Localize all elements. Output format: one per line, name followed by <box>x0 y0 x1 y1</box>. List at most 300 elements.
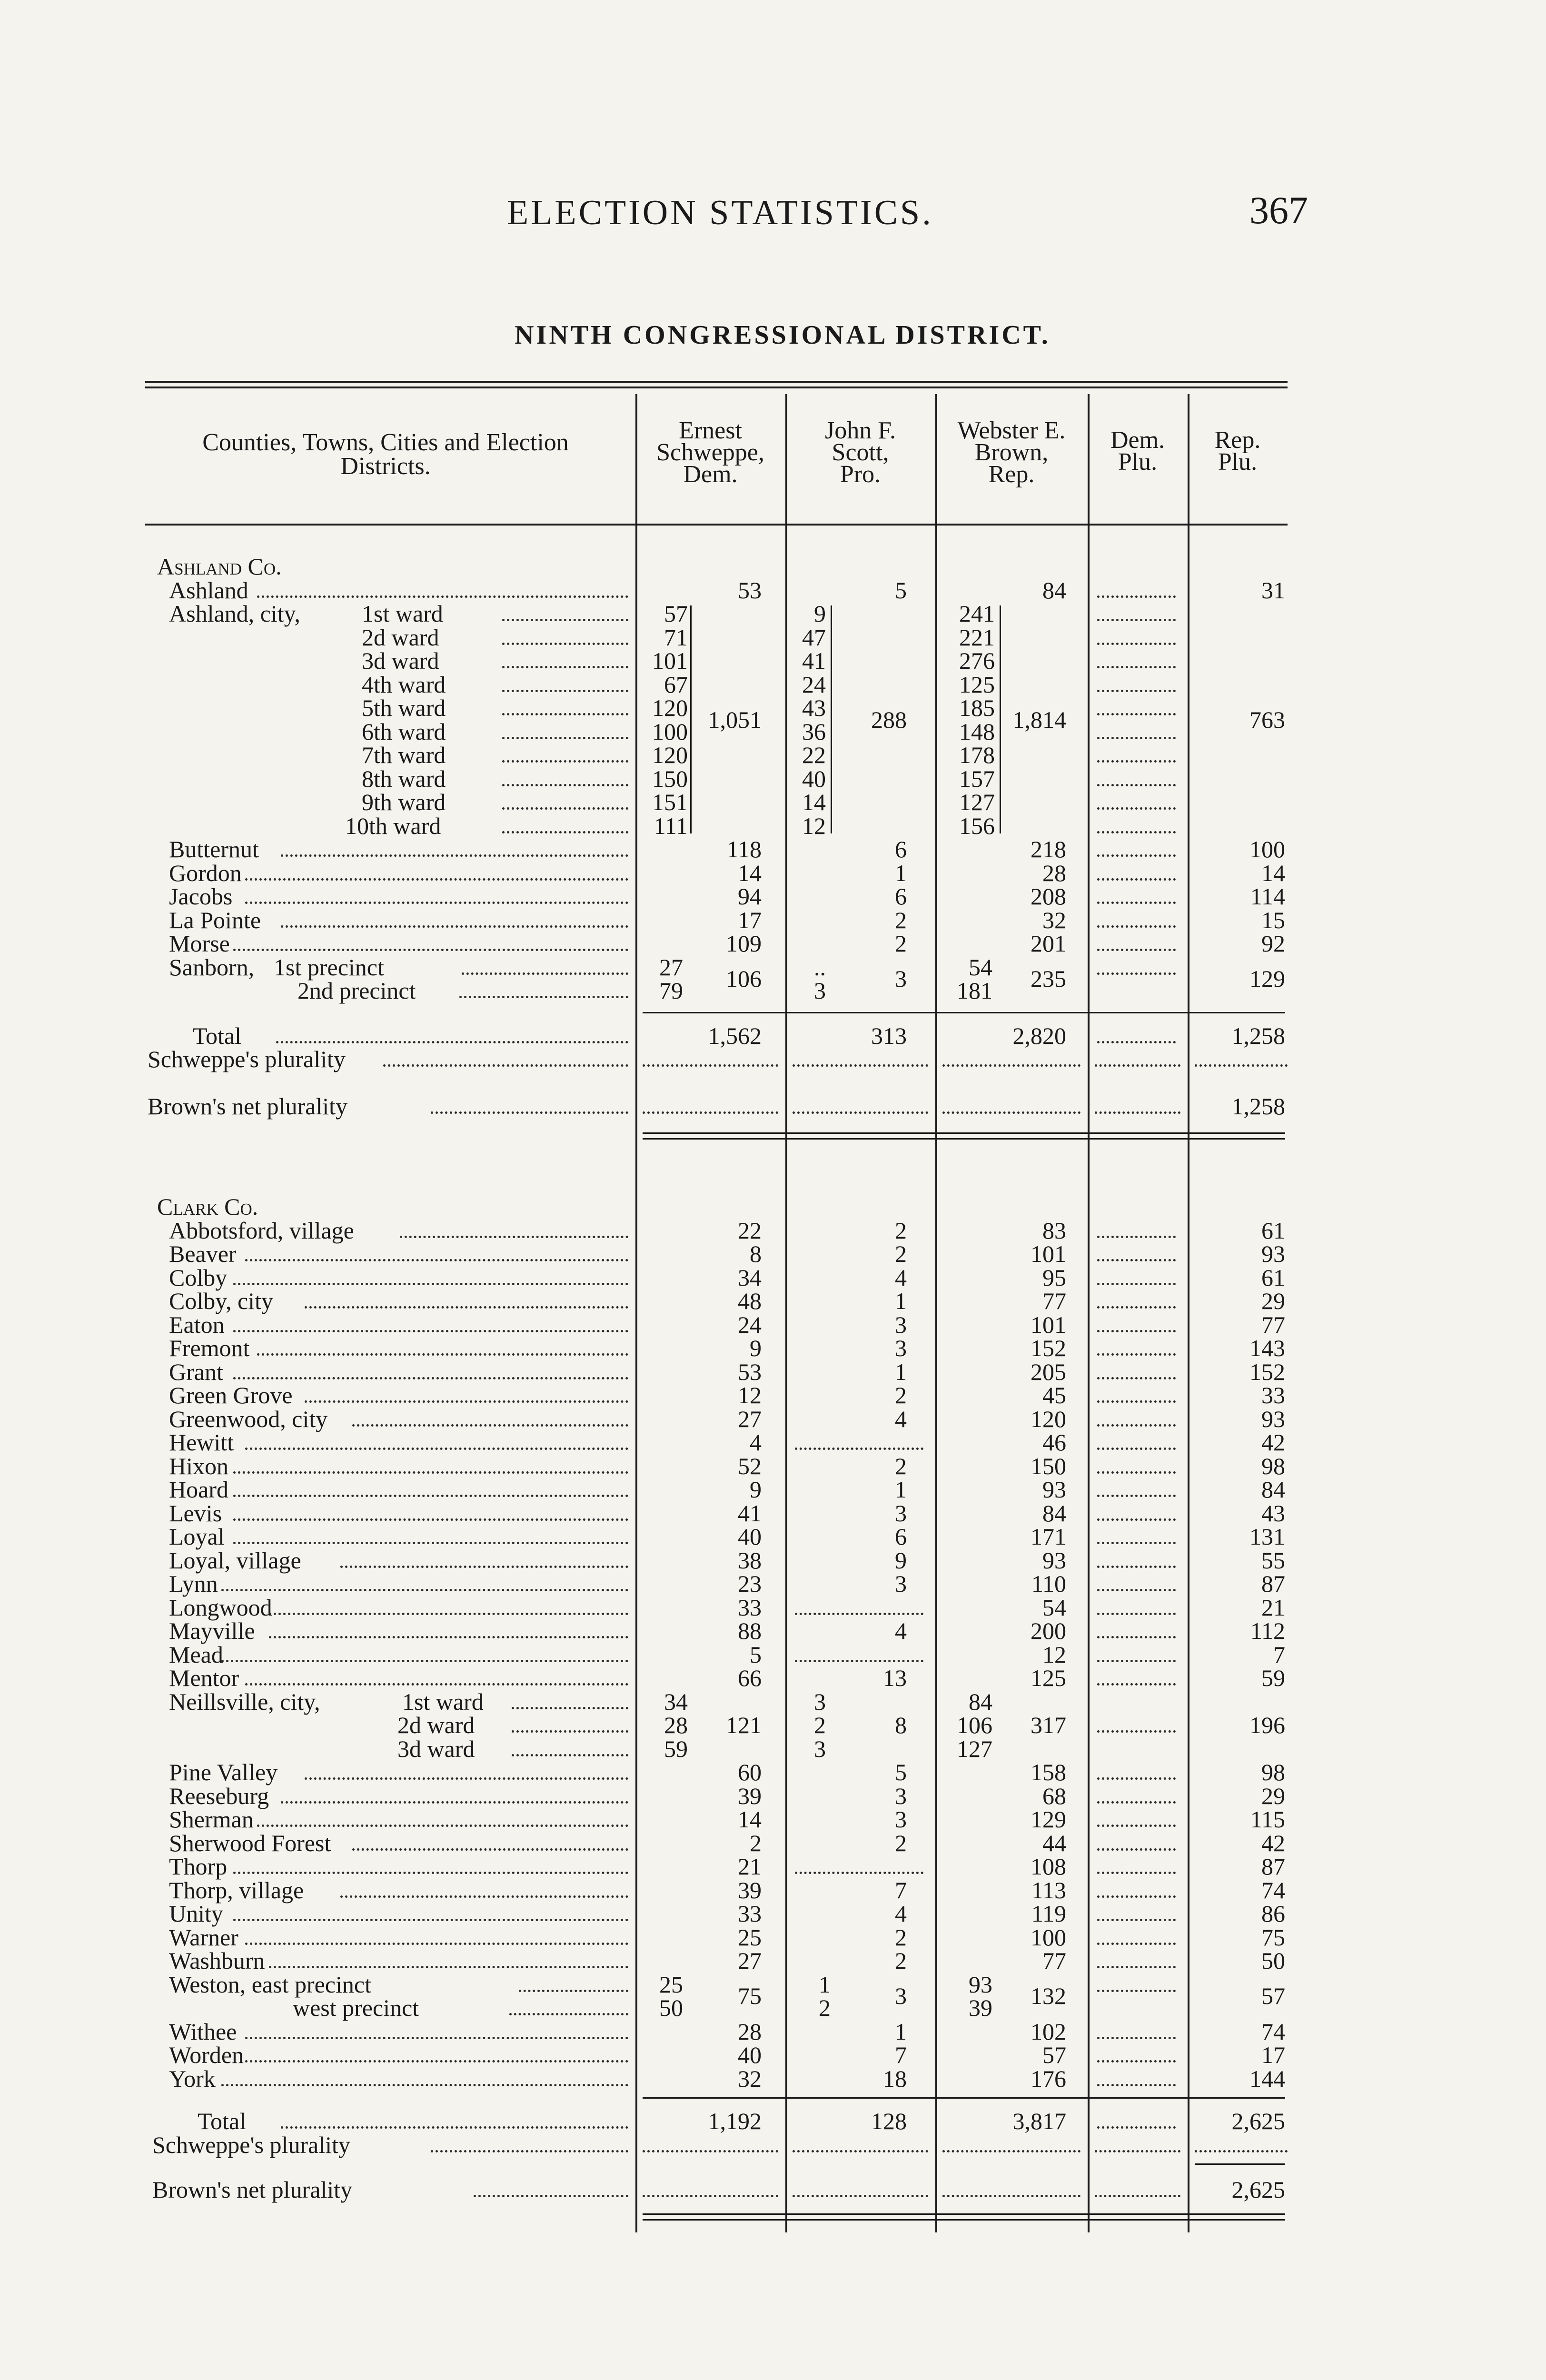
leader-dots <box>643 1064 778 1067</box>
sanborn-schweppe-2: 79 <box>659 977 683 1004</box>
dem-plu-column-header-line: Plu. <box>1118 448 1158 476</box>
clark-town-label: York <box>169 2065 216 2092</box>
leader-dots <box>221 1589 628 1591</box>
sanborn-scott-2: 3 <box>814 977 826 1004</box>
neillsville-ward-schweppe: 59 <box>664 1735 688 1762</box>
ward-schweppe: 120 <box>652 742 688 768</box>
ashland-town-scott: 5 <box>895 576 907 604</box>
sanborn-schweppe-1: 27 <box>659 953 683 981</box>
leader-dots <box>245 2060 628 2063</box>
neillsville-ward-scott: 2 <box>814 1712 826 1738</box>
ashland-town-rep-plu: 100 <box>1249 836 1285 863</box>
clark-town-rep-plu: 87 <box>1261 1570 1285 1597</box>
district-column-header: Counties, Towns, Cities and Election Districts. <box>202 429 569 480</box>
ward-schweppe: 71 <box>664 624 688 651</box>
ward-label: 5th ward <box>362 694 446 721</box>
leader-dots <box>1095 1064 1180 1067</box>
ward-label: 9th ward <box>362 789 446 815</box>
clark-town-brown: 93 <box>1042 1547 1066 1574</box>
dem-plu-dots <box>1097 619 1176 621</box>
ward-label: 8th ward <box>362 765 446 792</box>
leader-dots <box>305 1306 628 1309</box>
clark-town-schweppe: 48 <box>738 1288 762 1314</box>
clark-town-scott: 3 <box>895 1782 907 1809</box>
clark-town-scott: 4 <box>895 1405 907 1432</box>
ashland-town-scott: 6 <box>895 836 907 863</box>
scott-dots <box>795 1660 923 1662</box>
clark-town-schweppe: 25 <box>738 1924 762 1951</box>
clark-town-label: Mayville <box>169 1617 255 1644</box>
clark-town-brown: 176 <box>1031 2065 1066 2092</box>
clark-town-label: Loyal, village <box>169 1547 301 1574</box>
neillsville-ward-schweppe: 34 <box>664 1688 688 1715</box>
leader-dots <box>233 949 628 951</box>
weston-rep-plu: 57 <box>1261 1983 1285 2010</box>
clark-town-rep-plu: 86 <box>1261 1900 1285 1927</box>
neillsville-ward-brown: 84 <box>969 1688 992 1715</box>
weston-scott-1: 1 <box>819 1971 831 1998</box>
ashland-city-brown-total: 1,814 <box>1012 706 1066 733</box>
weston-brown-1: 93 <box>969 1971 992 1998</box>
clark-town-brown: 101 <box>1031 1311 1066 1338</box>
clark-town-rep-plu: 33 <box>1261 1382 1285 1408</box>
ward-brown: 241 <box>959 600 995 627</box>
leader-dots <box>245 902 628 904</box>
ashland-city-scott-total: 288 <box>871 706 907 733</box>
sanborn-scott: 3 <box>895 965 907 992</box>
clark-town-schweppe: 4 <box>750 1429 762 1456</box>
leader-dots <box>233 1377 628 1379</box>
scott-column-header-line: John F. <box>825 417 896 444</box>
clark-town-brown: 125 <box>1031 1665 1066 1691</box>
weston-schweppe: 75 <box>738 1983 762 2010</box>
clark-town-schweppe: 5 <box>750 1641 762 1668</box>
brown-column-header-line: Rep. <box>988 461 1035 488</box>
ward-schweppe: 100 <box>652 718 688 745</box>
leader-dots <box>245 2037 628 2039</box>
clark-town-brown: 119 <box>1031 1900 1066 1927</box>
clark-town-schweppe: 14 <box>738 1806 762 1833</box>
scott-column-header-line: Pro. <box>840 461 881 488</box>
clark-town-schweppe: 23 <box>738 1570 762 1597</box>
clark-town-schweppe: 2 <box>750 1829 762 1856</box>
neillsville-ward-brown: 106 <box>957 1712 992 1738</box>
total-rule <box>643 2097 1285 2099</box>
clark-brown-net-value: 2,625 <box>1231 2176 1285 2203</box>
scott-dots <box>795 1613 923 1615</box>
ward-schweppe: 101 <box>652 647 688 674</box>
ward-label: 1st ward <box>402 1688 484 1715</box>
page-number: 367 <box>1249 188 1308 232</box>
clark-town-schweppe: 21 <box>738 1853 762 1880</box>
ashland-town-label: La Pointe <box>169 906 261 933</box>
clark-town-schweppe: 22 <box>738 1217 762 1244</box>
clark-town-schweppe: 8 <box>750 1240 762 1267</box>
scott-column-header-line: Scott, <box>832 439 889 466</box>
ward-brown: 221 <box>959 624 995 651</box>
sanborn-brown-1: 54 <box>969 953 992 981</box>
leader-dots <box>793 2195 928 2197</box>
clark-town-schweppe: 9 <box>750 1335 762 1361</box>
clark-town-label: Unity <box>169 1900 223 1927</box>
leader-dots <box>233 1919 628 1921</box>
dem-plu-dots <box>1097 784 1176 786</box>
leader-dots <box>352 1424 628 1427</box>
clark-town-brown: 57 <box>1042 2042 1066 2068</box>
leader-dots <box>942 2150 1080 2152</box>
ward-brown: 148 <box>959 718 995 745</box>
clark-town-rep-plu: 84 <box>1261 1476 1285 1503</box>
clark-town-rep-plu: 131 <box>1249 1523 1285 1550</box>
ward-label: 2d ward <box>397 1712 475 1738</box>
leader-dots <box>643 2150 778 2152</box>
clark-town-rep-plu: 152 <box>1249 1358 1285 1385</box>
neillsville-ward-schweppe: 28 <box>664 1712 688 1738</box>
ward-schweppe: 111 <box>654 812 688 839</box>
ward-brown: 125 <box>959 671 995 698</box>
clark-town-brown: 84 <box>1042 1499 1066 1527</box>
clark-town-rep-plu: 77 <box>1261 1311 1285 1338</box>
leader-dots <box>245 1943 628 1945</box>
leader-dots <box>257 595 628 598</box>
ashland-town-schweppe: 14 <box>738 859 762 886</box>
clark-town-brown: 100 <box>1031 1924 1066 1951</box>
dem-plu-dots <box>1097 690 1176 692</box>
clark-town-brown: 158 <box>1031 1759 1066 1785</box>
clark-town-brown: 77 <box>1042 1288 1066 1314</box>
clark-town-label: Green Grove <box>169 1382 293 1408</box>
ashland-town-schweppe: 17 <box>738 906 762 933</box>
clark-county-name: Clark Co. <box>157 1193 258 1220</box>
ashland-total-brown: 2,820 <box>1012 1022 1066 1049</box>
ward-scott: 36 <box>802 718 826 745</box>
clark-town-rep-plu: 21 <box>1261 1594 1285 1621</box>
total-rule <box>643 1012 1285 1013</box>
clark-total-label: Total <box>198 2108 247 2134</box>
leader-dots <box>233 1872 628 1874</box>
clark-town-label: Mead <box>169 1641 223 1668</box>
sanborn-rep-plu: 129 <box>1249 965 1285 992</box>
sanborn-brown-2: 181 <box>957 977 992 1004</box>
clark-total-brown: 3,817 <box>1012 2108 1066 2134</box>
clark-town-scott: 2 <box>895 1452 907 1479</box>
ashland-total-schweppe: 1,562 <box>708 1022 762 1049</box>
ward-schweppe: 120 <box>652 694 688 721</box>
weston-schweppe-1: 25 <box>659 1971 683 1998</box>
ward-brown: 276 <box>959 647 995 674</box>
clark-town-scott: 6 <box>895 1523 907 1550</box>
rep-plu-column-header-line: Plu. <box>1218 448 1258 476</box>
clark-town-schweppe: 24 <box>738 1311 762 1338</box>
clark-town-rep-plu: 42 <box>1261 1429 1285 1456</box>
dem-plu-dots <box>1097 831 1176 833</box>
leader-dots <box>643 2195 778 2197</box>
leader-dots <box>281 854 628 857</box>
ward-label: 10th ward <box>345 812 441 839</box>
leader-dots <box>281 925 628 928</box>
ward-label: 6th ward <box>362 718 446 745</box>
clark-town-rep-plu: 74 <box>1261 2018 1285 2045</box>
clark-total-scott: 128 <box>871 2108 907 2134</box>
clark-town-scott: 3 <box>895 1806 907 1833</box>
ashland-town-label: Gordon <box>169 859 242 886</box>
clark-total-schweppe: 1,192 <box>708 2108 762 2134</box>
clark-town-schweppe: 40 <box>738 2042 762 2068</box>
clark-town-scott: 13 <box>883 1665 907 1691</box>
clark-schweppe-plurality-label: Schweppe's plurality <box>152 2131 350 2158</box>
ward-brown: 185 <box>959 694 995 721</box>
sanborn-label: Sanborn, <box>169 953 255 981</box>
clark-town-label: Levis <box>169 1499 222 1527</box>
neillsville-scott-total: 8 <box>895 1712 907 1738</box>
clark-town-scott: 2 <box>895 1240 907 1267</box>
clark-town-label: Thorp <box>169 1853 228 1880</box>
clark-town-label: Sherman <box>169 1806 254 1833</box>
dem-plu-column-header-line: Dem. <box>1110 426 1165 454</box>
clark-town-schweppe: 40 <box>738 1523 762 1550</box>
header-rule <box>145 524 1288 526</box>
clark-town-rep-plu: 17 <box>1261 2042 1285 2068</box>
ward-label: 2d ward <box>362 624 439 651</box>
clark-town-scott: 3 <box>895 1570 907 1597</box>
ward-scott: 24 <box>802 671 826 698</box>
running-head: ELECTION STATISTICS. <box>507 193 933 232</box>
clark-town-label: Washburn <box>169 1947 265 1974</box>
rep-plu-column-header-line: Rep. <box>1214 426 1261 454</box>
leader-dots <box>233 1283 628 1285</box>
clark-town-label: Grant <box>169 1358 223 1385</box>
dem-plu-dots <box>1097 737 1176 739</box>
clark-town-label: Worden <box>169 2042 244 2068</box>
clark-town-brown: 120 <box>1031 1405 1066 1432</box>
clark-town-scott: 2 <box>895 1924 907 1951</box>
clark-town-label: Reeseburg <box>169 1782 269 1809</box>
clark-town-brown: 171 <box>1031 1523 1066 1550</box>
ward-label: 3d ward <box>397 1735 475 1762</box>
neillsville-brown-total: 317 <box>1031 1712 1066 1738</box>
double-rule <box>643 1138 1285 1140</box>
clark-town-brown: 54 <box>1042 1594 1066 1621</box>
ashland-city-schweppe-total: 1,051 <box>708 706 762 733</box>
weston-scott-2: 2 <box>819 1994 831 2021</box>
clark-town-brown: 110 <box>1031 1570 1066 1597</box>
ashland-town-brown: 84 <box>1042 576 1066 604</box>
clark-town-brown: 200 <box>1031 1617 1066 1644</box>
leader-dots <box>257 1353 628 1356</box>
leader-dots <box>383 1064 628 1067</box>
clark-town-schweppe: 41 <box>738 1499 762 1527</box>
clark-town-label: Hixon <box>169 1452 228 1479</box>
clark-town-schweppe: 33 <box>738 1594 762 1621</box>
ashland-city-label: Ashland, city, <box>169 600 300 627</box>
neillsville-ward-scott: 3 <box>814 1688 826 1715</box>
ashland-town-schweppe: 53 <box>738 576 762 604</box>
leader-dots <box>221 1660 628 1662</box>
clark-town-brown: 77 <box>1042 1947 1066 1974</box>
clark-town-label: Mentor <box>169 1665 239 1691</box>
leader-dots <box>942 1111 1080 1114</box>
weston-scott: 3 <box>895 1983 907 2010</box>
clark-town-scott: 1 <box>895 1288 907 1314</box>
leader-dots <box>431 2150 628 2152</box>
precinct-label: 1st precinct <box>274 953 384 981</box>
sanborn-scott-1: .. <box>814 953 826 981</box>
leader-dots <box>269 1613 628 1615</box>
schweppe-column-header-line: Ernest <box>679 417 742 444</box>
clark-town-rep-plu: 143 <box>1249 1335 1285 1361</box>
ashland-town-brown: 28 <box>1042 859 1066 886</box>
brown-column-header-line: Brown, <box>974 439 1049 466</box>
leader-dots <box>233 1471 628 1474</box>
clark-town-rep-plu: 59 <box>1261 1665 1285 1691</box>
ashland-city-rep-plu: 763 <box>1249 706 1285 733</box>
leader-dots <box>276 1041 628 1043</box>
clark-town-label: Longwood <box>169 1594 272 1621</box>
ward-label: 7th ward <box>362 742 446 768</box>
ward-label: 3d ward <box>362 647 439 674</box>
clark-town-schweppe: 52 <box>738 1452 762 1479</box>
clark-town-brown: 46 <box>1042 1429 1066 1456</box>
ward-label: 1st ward <box>362 600 443 627</box>
ward-scott: 12 <box>802 812 826 839</box>
clark-town-schweppe: 39 <box>738 1782 762 1809</box>
ward-schweppe: 150 <box>652 765 688 792</box>
ward-label: 4th ward <box>362 671 446 698</box>
ashland-town-rep-plu: 114 <box>1250 883 1285 910</box>
leader-dots <box>233 1495 628 1497</box>
clark-town-schweppe: 28 <box>738 2018 762 2045</box>
clark-town-label: Hewitt <box>169 1429 234 1456</box>
leader-dots <box>245 1259 628 1261</box>
neillsville-schweppe-total: 121 <box>726 1712 762 1738</box>
leader-dots <box>942 2195 1080 2197</box>
ashland-town-rep-plu: 92 <box>1261 930 1285 957</box>
ward-schweppe: 57 <box>664 600 688 627</box>
sanborn-brown: 235 <box>1031 965 1066 992</box>
clark-town-rep-plu: 61 <box>1261 1217 1285 1244</box>
ashland-town-scott: 1 <box>895 859 907 886</box>
ward-brown: 157 <box>959 765 995 792</box>
ward-schweppe: 67 <box>664 671 688 698</box>
clark-town-label: Greenwood, city <box>169 1405 328 1432</box>
ward-brown: 156 <box>959 812 995 839</box>
clark-town-schweppe: 33 <box>738 1900 762 1927</box>
clark-town-scott: 18 <box>883 2065 907 2092</box>
precinct-label: 2nd precinct <box>297 977 416 1004</box>
ward-scott: 14 <box>802 789 826 815</box>
weston-label: Weston, east precinct <box>169 1971 371 1998</box>
leader-dots <box>269 1636 628 1638</box>
leader-dots <box>245 878 628 881</box>
clark-town-brown: 101 <box>1031 1240 1066 1267</box>
clark-town-scott: 2 <box>895 1829 907 1856</box>
ashland-town-scott: 6 <box>895 883 907 910</box>
clark-town-rep-plu: 115 <box>1250 1806 1285 1833</box>
clark-town-label: Sherwood Forest <box>169 1829 331 1856</box>
clark-town-scott: 5 <box>895 1759 907 1785</box>
clark-town-scott: 3 <box>895 1311 907 1338</box>
clark-town-brown: 68 <box>1042 1782 1066 1809</box>
leader-dots <box>793 1064 928 1067</box>
ashland-town-schweppe: 118 <box>726 836 762 863</box>
leader-dots <box>431 1111 628 1114</box>
top-rule <box>145 387 1288 388</box>
clark-town-schweppe: 39 <box>738 1876 762 1904</box>
ashland-town-label: Morse <box>169 930 230 957</box>
clark-town-brown: 113 <box>1031 1876 1066 1904</box>
leader-dots <box>233 1518 628 1521</box>
clark-town-brown: 44 <box>1042 1829 1066 1856</box>
ashland-town-brown: 201 <box>1031 930 1066 957</box>
neillsville-ward-scott: 3 <box>814 1735 826 1762</box>
ashland-total-scott: 313 <box>871 1022 907 1049</box>
clark-town-brown: 12 <box>1042 1641 1066 1668</box>
weston-brown-2: 39 <box>969 1994 992 2021</box>
ashland-county-name: Ashland Co. <box>157 553 282 580</box>
ashland-town-brown: 32 <box>1042 906 1066 933</box>
ward-brown: 178 <box>959 742 995 768</box>
clark-town-rep-plu: 29 <box>1261 1782 1285 1809</box>
clark-town-scott: 2 <box>895 1947 907 1974</box>
clark-town-rep-plu: 50 <box>1261 1947 1285 1974</box>
clark-town-label: Loyal <box>169 1523 225 1550</box>
ashland-town-scott: 2 <box>895 930 907 957</box>
ashland-brown-net-value: 1,258 <box>1231 1093 1285 1120</box>
clark-brown-net-label: Brown's net plurality <box>152 2176 353 2203</box>
leader-dots <box>245 1448 628 1450</box>
clark-town-scott: 1 <box>895 1358 907 1385</box>
ashland-town-rep-plu: 14 <box>1261 859 1285 886</box>
clark-town-scott: 7 <box>895 2042 907 2068</box>
clark-town-rep-plu: 43 <box>1261 1499 1285 1527</box>
leader-dots <box>305 1400 628 1403</box>
ward-scott: 40 <box>802 765 826 792</box>
clark-town-rep-plu: 87 <box>1261 1853 1285 1880</box>
double-rule <box>643 2219 1285 2221</box>
leader-dots <box>643 1111 778 1114</box>
clark-town-scott: 2 <box>895 1217 907 1244</box>
clark-town-brown: 93 <box>1042 1476 1066 1503</box>
clark-town-rep-plu: 98 <box>1261 1759 1285 1785</box>
clark-town-rep-plu: 93 <box>1261 1405 1285 1432</box>
clark-town-schweppe: 38 <box>738 1547 762 1574</box>
clark-town-rep-plu: 29 <box>1261 1288 1285 1314</box>
clark-town-label: Lynn <box>169 1570 218 1597</box>
double-rule <box>643 2213 1285 2215</box>
clark-town-rep-plu: 112 <box>1250 1617 1285 1644</box>
neillsville-label: Neillsville, city, <box>169 1688 320 1715</box>
leader-dots <box>942 1064 1080 1067</box>
dem-plu-dots <box>1097 760 1176 763</box>
clark-town-brown: 83 <box>1042 1217 1066 1244</box>
ashland-town-label: Ashland <box>169 576 248 604</box>
weston-brown: 132 <box>1031 1983 1066 2010</box>
clark-town-brown: 152 <box>1031 1335 1066 1361</box>
clark-town-scott: 3 <box>895 1335 907 1361</box>
ward-scott: 47 <box>802 624 826 651</box>
ashland-schweppe-plurality-label: Schweppe's plurality <box>148 1046 346 1072</box>
clark-town-brown: 95 <box>1042 1264 1066 1291</box>
ward-scott: 41 <box>802 647 826 674</box>
ashland-town-schweppe: 109 <box>726 930 762 957</box>
sanborn-schweppe: 106 <box>726 965 762 992</box>
clark-town-label: Beaver <box>169 1240 237 1267</box>
clark-total-rep-plu: 2,625 <box>1231 2108 1285 2134</box>
clark-town-rep-plu: 61 <box>1261 1264 1285 1291</box>
weston-schweppe-2: 50 <box>659 1994 683 2021</box>
clark-town-brown: 45 <box>1042 1382 1066 1408</box>
leader-dots <box>281 1801 628 1804</box>
